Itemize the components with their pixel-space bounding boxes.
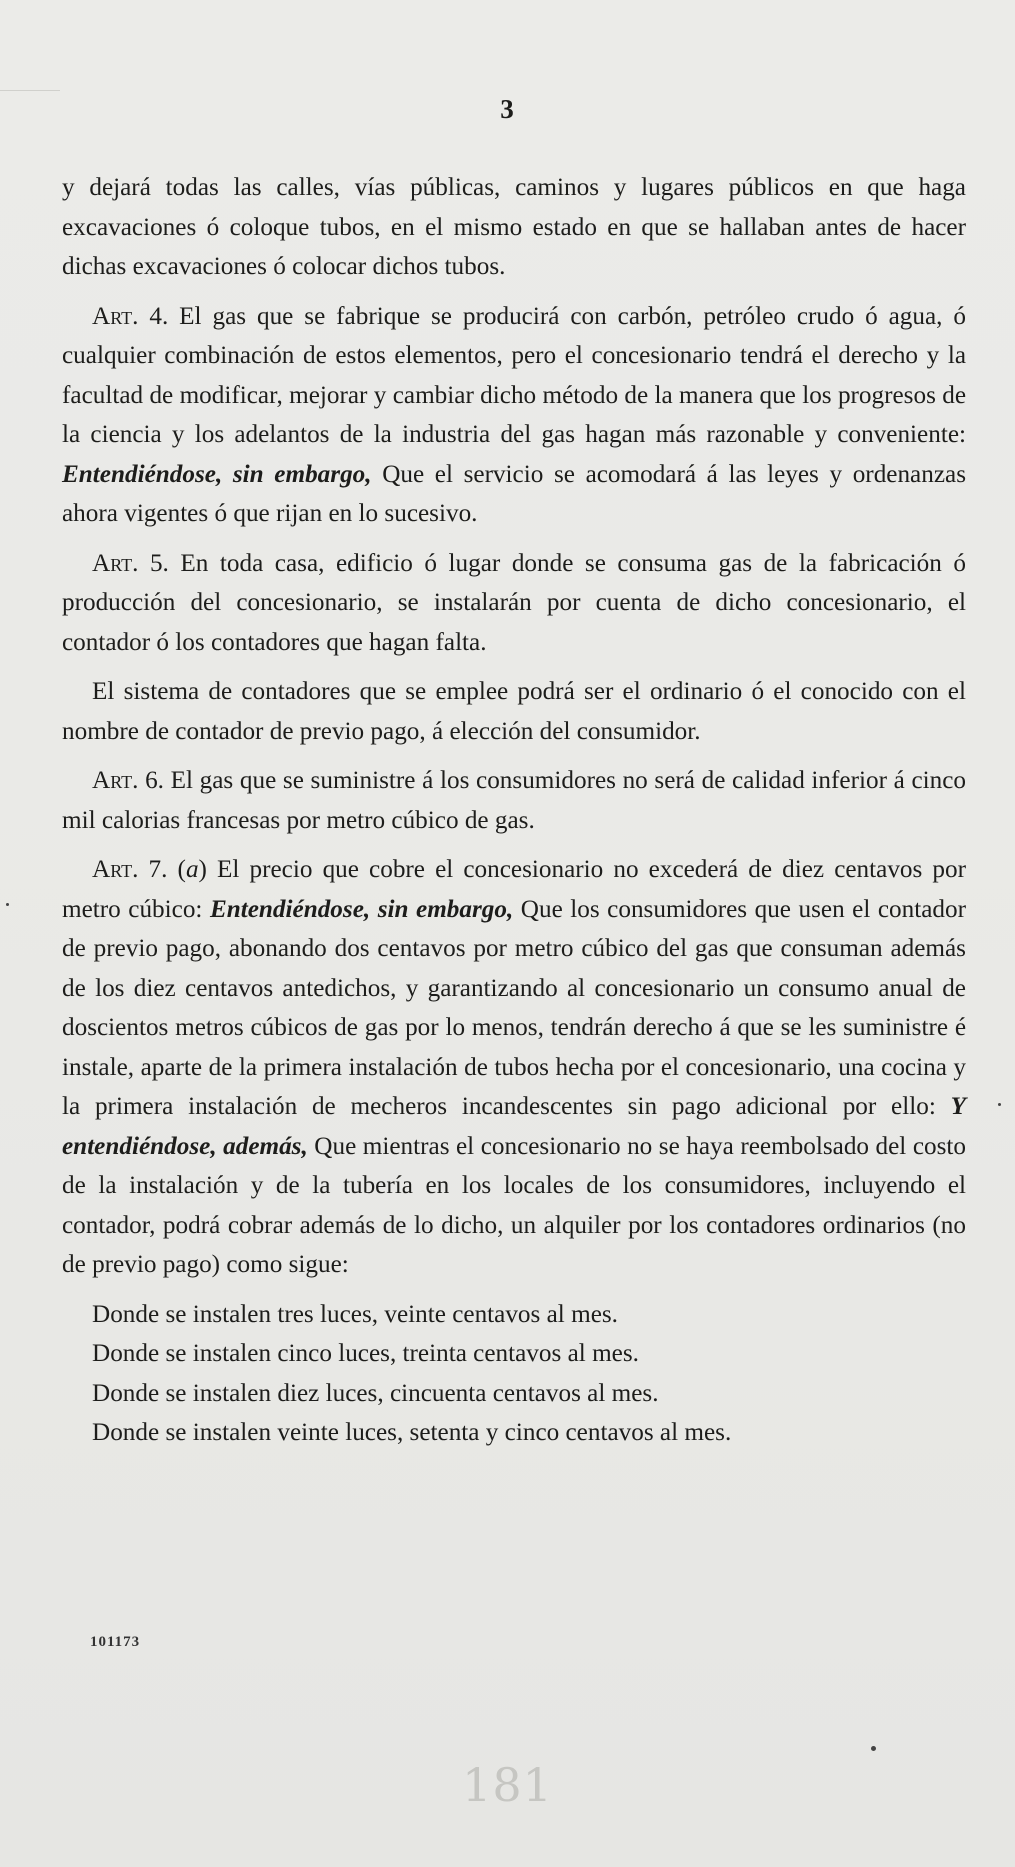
article-label: Art. xyxy=(92,856,139,883)
article-label: Art. xyxy=(92,549,139,577)
paragraph-text: ) El precio que cobre el concesionario no excederá de diez centavos por metro cúbico: xyxy=(62,856,967,923)
paragraph-text: 6. El gas que se suministre á los consumidores no será de calidad inferior á cinco mil calorias francesas por metro cúbico de gas. xyxy=(62,767,966,834)
paragraph-text: 5. En toda casa, edificio ó lugar donde se consuma gas de la fabricación ó producción del concesionario, se instalarán por cuenta de dicho concesionario, el contador ó los contadores que hagan falta. xyxy=(62,549,966,656)
paragraph xyxy=(62,672,966,751)
paragraph-text: El sistema de contadores que se emplee podrá ser el ordinario ó el conocido con el nombre de contador de previo pago, á elección del consumidor. xyxy=(62,678,966,745)
emphasis-text: Y entendiéndose, además, xyxy=(62,1093,966,1160)
ink-speck xyxy=(6,903,9,906)
rate-line: Donde se instalen diez luces, cincuenta centavos al mes. xyxy=(92,1379,659,1407)
paragraph-text: Que los consumidores que usen el contador de previo pago, abonando dos centavos por metro cúbico del gas que consuman además de los diez centavos antedichos, y garantizando al concesionario un consumo anual de doscientos metros cúbicos de gas por lo menos, tendrán derecho á que se les suministre é instale, aparte de la primera instalación de tubos hecha por el concesionario, una cocina y la primera instalación de mecheros incandescentes sin pago adicional por ello: xyxy=(62,895,966,1120)
subsection-letter: a xyxy=(185,856,199,883)
paragraph xyxy=(62,761,966,840)
paragraph-text: Que el servicio se acomodará á las leyes y ordenanzas ahora vigentes ó que rijan en lo sucesivo. xyxy=(62,460,966,527)
rate-line: Donde se instalen veinte luces, setenta y cinco centavos al mes. xyxy=(92,1419,732,1446)
rate-line: Donde se instalen tres luces, veinte centavos al mes. xyxy=(92,1300,618,1328)
margin-shadow xyxy=(0,90,60,91)
page-number: 3 xyxy=(500,94,515,124)
ink-speck xyxy=(998,1103,1001,1106)
print-code: 101173 xyxy=(90,1634,141,1650)
paragraph-text: y dejará todas las calles, vías públicas, caminos y lugares públicos en que haga excavaciones ó coloque tubos, en el mismo estado en que se hallaban antes de hacer dichas excavaciones ó colocar dichos tubos. xyxy=(62,174,966,280)
paragraph xyxy=(62,544,966,663)
emphasis-text: Entendiéndose, sin embargo, xyxy=(62,460,372,488)
article-label: Art. xyxy=(92,302,139,330)
paragraph xyxy=(62,168,966,287)
page-stamp-number: 181 xyxy=(462,1758,553,1812)
paragraph xyxy=(62,850,966,1285)
emphasis-text: Entendiéndose, sin embargo, xyxy=(209,895,514,923)
paragraph-text: 7. ( xyxy=(138,856,186,883)
article-label: Art. xyxy=(92,767,139,794)
paragraph xyxy=(62,297,966,534)
document-body xyxy=(62,168,966,1453)
paragraph-text: Que mientras el concesionario no se haya reembolsado del costo de la instalación y de la tubería en los locales de los consumidores, incluyendo el contador, podrá cobrar además de lo dicho, un alquiler por los contadores ordinarios (no de previo pago) como sigue: xyxy=(62,1132,966,1278)
paragraph-text: 4. El gas que se fabrique se producirá con carbón, petróleo crudo ó agua, ó cualquier combinación de estos elementos, pero el concesionario tendrá el derecho y la facultad de modificar, mejorar y cambiar dicho método de la manera que los progresos de la ciencia y los adelantos de la industria del gas hagan más razonable y conveniente: xyxy=(62,302,966,448)
ink-speck xyxy=(871,1746,876,1751)
rate-line: Donde se instalen cinco luces, treinta centavos al mes. xyxy=(92,1340,639,1367)
